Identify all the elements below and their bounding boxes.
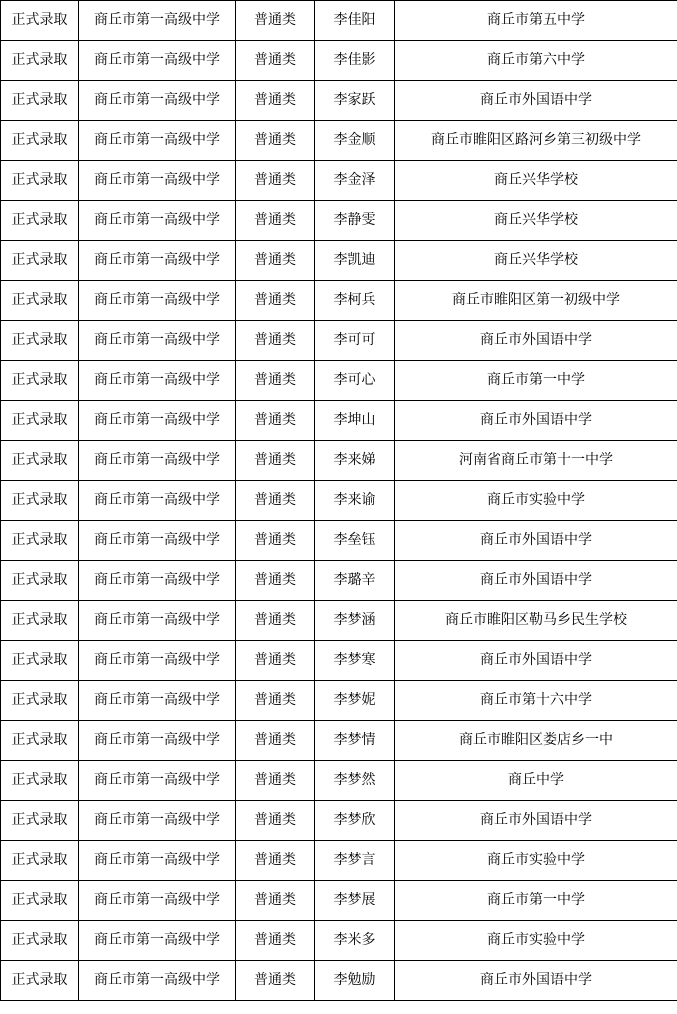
graduating-school-cell: 商丘市第五中学 (395, 1, 677, 41)
admitted-school-cell: 商丘市第一高级中学 (79, 841, 236, 881)
student-name-cell: 李梦展 (315, 881, 395, 921)
student-name-cell: 李梦欣 (315, 801, 395, 841)
student-name-cell: 李璐辛 (315, 561, 395, 601)
admission-status-cell: 正式录取 (1, 601, 79, 641)
student-name-cell: 李可心 (315, 361, 395, 401)
graduating-school-cell: 商丘兴华学校 (395, 241, 677, 281)
graduating-school-cell: 商丘市外国语中学 (395, 521, 677, 561)
admission-status-cell: 正式录取 (1, 161, 79, 201)
graduating-school-cell: 商丘市外国语中学 (395, 561, 677, 601)
admission-status-cell: 正式录取 (1, 561, 79, 601)
admitted-school-cell: 商丘市第一高级中学 (79, 41, 236, 81)
admission-type-cell: 普通类 (236, 641, 315, 681)
graduating-school-cell: 河南省商丘市第十一中学 (395, 441, 677, 481)
student-name-cell: 李金泽 (315, 161, 395, 201)
table-row (1, 961, 677, 1001)
graduating-school-cell: 商丘市第六中学 (395, 41, 677, 81)
student-name-cell: 李梦然 (315, 761, 395, 801)
table-row (1, 841, 677, 881)
admission-status-cell: 正式录取 (1, 401, 79, 441)
table-row (1, 281, 677, 321)
admitted-school-cell: 商丘市第一高级中学 (79, 121, 236, 161)
admission-type-cell: 普通类 (236, 961, 315, 1001)
admitted-school-cell: 商丘市第一高级中学 (79, 801, 236, 841)
admission-status-cell: 正式录取 (1, 201, 79, 241)
table-row (1, 1, 677, 41)
admitted-school-cell: 商丘市第一高级中学 (79, 401, 236, 441)
admission-type-cell: 普通类 (236, 841, 315, 881)
table-row (1, 121, 677, 161)
admission-type-cell: 普通类 (236, 801, 315, 841)
table-row (1, 321, 677, 361)
table-row (1, 561, 677, 601)
table-row (1, 241, 677, 281)
admission-type-cell: 普通类 (236, 1, 315, 41)
admission-type-cell: 普通类 (236, 81, 315, 121)
table-row (1, 721, 677, 761)
admission-type-cell: 普通类 (236, 401, 315, 441)
admitted-school-cell: 商丘市第一高级中学 (79, 241, 236, 281)
admission-type-cell: 普通类 (236, 881, 315, 921)
graduating-school-cell: 商丘市睢阳区路河乡第三初级中学 (395, 121, 677, 161)
table-row (1, 481, 677, 521)
admission-type-cell: 普通类 (236, 121, 315, 161)
admitted-school-cell: 商丘市第一高级中学 (79, 641, 236, 681)
admission-type-cell: 普通类 (236, 681, 315, 721)
admission-status-cell: 正式录取 (1, 881, 79, 921)
graduating-school-cell: 商丘市睢阳区第一初级中学 (395, 281, 677, 321)
graduating-school-cell: 商丘市实验中学 (395, 841, 677, 881)
admission-type-cell: 普通类 (236, 521, 315, 561)
graduating-school-cell: 商丘市外国语中学 (395, 801, 677, 841)
admission-status-cell: 正式录取 (1, 1, 79, 41)
admission-status-cell: 正式录取 (1, 281, 79, 321)
admitted-school-cell: 商丘市第一高级中学 (79, 481, 236, 521)
admitted-school-cell: 商丘市第一高级中学 (79, 561, 236, 601)
table-row (1, 161, 677, 201)
admission-type-cell: 普通类 (236, 441, 315, 481)
graduating-school-cell: 商丘市实验中学 (395, 921, 677, 961)
student-name-cell: 李垒钰 (315, 521, 395, 561)
admission-type-cell: 普通类 (236, 321, 315, 361)
admission-status-cell: 正式录取 (1, 41, 79, 81)
table-row (1, 881, 677, 921)
table-row (1, 641, 677, 681)
student-name-cell: 李家跃 (315, 81, 395, 121)
admission-status-cell: 正式录取 (1, 121, 79, 161)
admission-type-cell: 普通类 (236, 201, 315, 241)
student-name-cell: 李柯兵 (315, 281, 395, 321)
admitted-school-cell: 商丘市第一高级中学 (79, 961, 236, 1001)
admission-status-cell: 正式录取 (1, 761, 79, 801)
admitted-school-cell: 商丘市第一高级中学 (79, 721, 236, 761)
graduating-school-cell: 商丘市外国语中学 (395, 321, 677, 361)
graduating-school-cell: 商丘市睢阳区娄店乡一中 (395, 721, 677, 761)
admission-type-cell: 普通类 (236, 481, 315, 521)
table-row (1, 401, 677, 441)
student-name-cell: 李可可 (315, 321, 395, 361)
admission-status-cell: 正式录取 (1, 961, 79, 1001)
graduating-school-cell: 商丘市外国语中学 (395, 401, 677, 441)
table-row (1, 761, 677, 801)
admitted-school-cell: 商丘市第一高级中学 (79, 521, 236, 561)
admitted-school-cell: 商丘市第一高级中学 (79, 1, 236, 41)
admission-status-cell: 正式录取 (1, 241, 79, 281)
table-row (1, 201, 677, 241)
admission-status-cell: 正式录取 (1, 921, 79, 961)
student-name-cell: 李凯迪 (315, 241, 395, 281)
table-row (1, 521, 677, 561)
admission-status-cell: 正式录取 (1, 721, 79, 761)
student-name-cell: 李梦情 (315, 721, 395, 761)
student-name-cell: 李米多 (315, 921, 395, 961)
admission-status-cell: 正式录取 (1, 801, 79, 841)
graduating-school-cell: 商丘兴华学校 (395, 161, 677, 201)
admission-status-cell: 正式录取 (1, 841, 79, 881)
admission-status-cell: 正式录取 (1, 521, 79, 561)
admission-status-cell: 正式录取 (1, 321, 79, 361)
admitted-school-cell: 商丘市第一高级中学 (79, 761, 236, 801)
admission-table-body (1, 1, 677, 1001)
admission-type-cell: 普通类 (236, 921, 315, 961)
admission-status-cell: 正式录取 (1, 681, 79, 721)
graduating-school-cell: 商丘兴华学校 (395, 201, 677, 241)
admission-status-cell: 正式录取 (1, 81, 79, 121)
table-row (1, 601, 677, 641)
admission-status-cell: 正式录取 (1, 361, 79, 401)
table-row (1, 41, 677, 81)
graduating-school-cell: 商丘市睢阳区勒马乡民生学校 (395, 601, 677, 641)
student-name-cell: 李梦涵 (315, 601, 395, 641)
table-row (1, 921, 677, 961)
admission-status-cell: 正式录取 (1, 441, 79, 481)
admitted-school-cell: 商丘市第一高级中学 (79, 601, 236, 641)
admitted-school-cell: 商丘市第一高级中学 (79, 161, 236, 201)
student-name-cell: 李静雯 (315, 201, 395, 241)
admission-type-cell: 普通类 (236, 41, 315, 81)
table-row (1, 681, 677, 721)
table-row (1, 801, 677, 841)
student-name-cell: 李梦言 (315, 841, 395, 881)
table-row (1, 441, 677, 481)
table-row (1, 361, 677, 401)
admission-type-cell: 普通类 (236, 721, 315, 761)
admitted-school-cell: 商丘市第一高级中学 (79, 921, 236, 961)
graduating-school-cell: 商丘市外国语中学 (395, 81, 677, 121)
admitted-school-cell: 商丘市第一高级中学 (79, 441, 236, 481)
admission-type-cell: 普通类 (236, 561, 315, 601)
student-name-cell: 李金顺 (315, 121, 395, 161)
admission-type-cell: 普通类 (236, 161, 315, 201)
admitted-school-cell: 商丘市第一高级中学 (79, 681, 236, 721)
admitted-school-cell: 商丘市第一高级中学 (79, 321, 236, 361)
graduating-school-cell: 商丘市外国语中学 (395, 641, 677, 681)
admission-type-cell: 普通类 (236, 281, 315, 321)
admitted-school-cell: 商丘市第一高级中学 (79, 881, 236, 921)
student-name-cell: 李坤山 (315, 401, 395, 441)
admitted-school-cell: 商丘市第一高级中学 (79, 361, 236, 401)
graduating-school-cell: 商丘市外国语中学 (395, 961, 677, 1001)
admission-type-cell: 普通类 (236, 361, 315, 401)
student-name-cell: 李梦妮 (315, 681, 395, 721)
student-name-cell: 李梦寒 (315, 641, 395, 681)
admitted-school-cell: 商丘市第一高级中学 (79, 201, 236, 241)
admission-type-cell: 普通类 (236, 761, 315, 801)
admission-type-cell: 普通类 (236, 241, 315, 281)
admission-type-cell: 普通类 (236, 601, 315, 641)
graduating-school-cell: 商丘市第一中学 (395, 881, 677, 921)
student-name-cell: 李来谕 (315, 481, 395, 521)
graduating-school-cell: 商丘市实验中学 (395, 481, 677, 521)
admission-status-cell: 正式录取 (1, 641, 79, 681)
graduating-school-cell: 商丘市第十六中学 (395, 681, 677, 721)
student-name-cell: 李佳阳 (315, 1, 395, 41)
graduating-school-cell: 商丘中学 (395, 761, 677, 801)
admission-status-cell: 正式录取 (1, 481, 79, 521)
student-name-cell: 李来娣 (315, 441, 395, 481)
table-row (1, 81, 677, 121)
admitted-school-cell: 商丘市第一高级中学 (79, 281, 236, 321)
graduating-school-cell: 商丘市第一中学 (395, 361, 677, 401)
student-name-cell: 李佳影 (315, 41, 395, 81)
student-name-cell: 李勉励 (315, 961, 395, 1001)
admitted-school-cell: 商丘市第一高级中学 (79, 81, 236, 121)
